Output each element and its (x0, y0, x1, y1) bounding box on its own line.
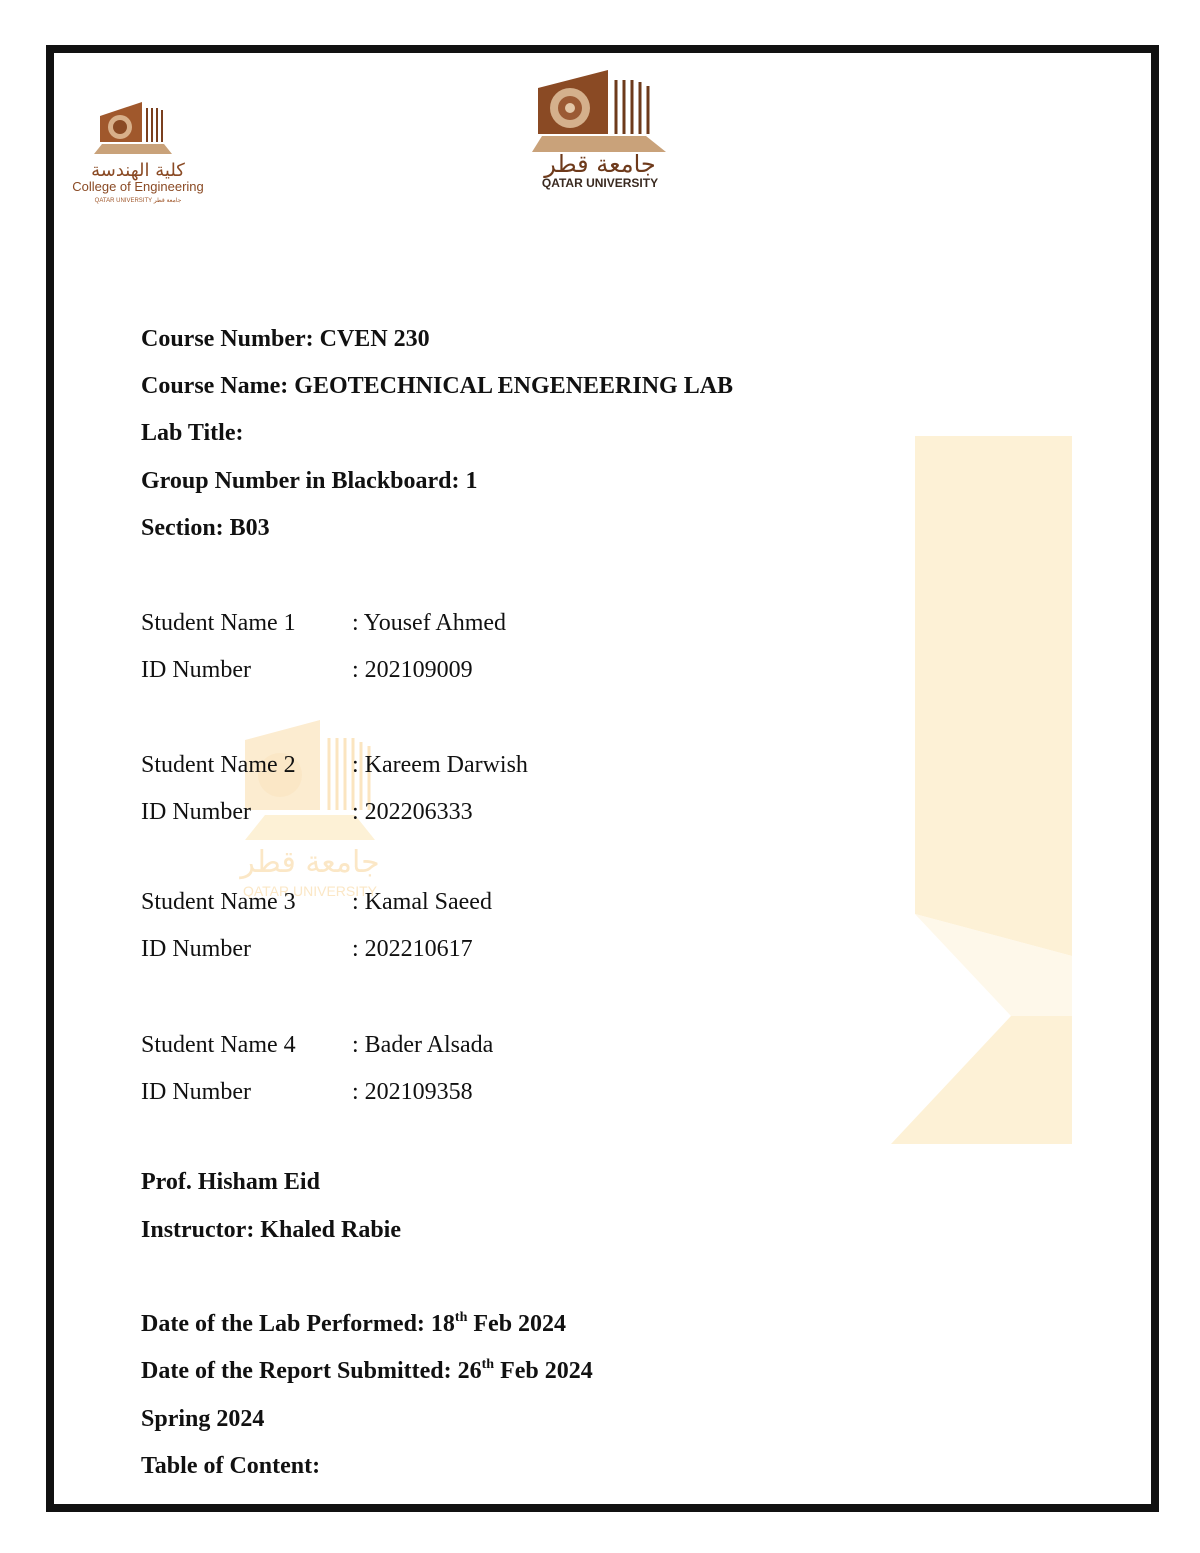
instructor-line: Instructor: Khaled Rabie (141, 1217, 401, 1243)
group-number-label: Group Number in Blackboard: (141, 468, 460, 494)
college-of-engineering-logo (72, 98, 204, 210)
student-name-value: : Kamal Saeed (352, 889, 492, 915)
date-performed-rest: Feb 2024 (473, 1311, 567, 1337)
lab-title-label: Lab Title: (141, 420, 244, 446)
college-arabic: كلية الهندسة (91, 160, 185, 181)
decorative-shape (891, 436, 1072, 1144)
date-performed-line (141, 1309, 566, 1339)
term-line: Spring 2024 (141, 1406, 265, 1432)
student-name-value: : Bader Alsada (352, 1032, 494, 1058)
id-number-label: ID Number (141, 936, 251, 962)
date-submitted-line (141, 1356, 593, 1386)
date-performed-label: Date of the Lab Performed: (141, 1311, 425, 1337)
student-3-id-line (141, 934, 473, 964)
id-number-label: ID Number (141, 657, 251, 683)
college-english: College of Engineering (72, 179, 204, 194)
course-number-value: CVEN 230 (319, 326, 430, 352)
student-name-label: Student Name 3 (141, 889, 296, 915)
course-name-line (141, 371, 733, 401)
date-submitted-suffix: th (481, 1357, 495, 1372)
university-arabic: جامعة قطر (544, 150, 656, 178)
section-label: Section: (141, 515, 224, 541)
table-of-content-heading: Table of Content: (141, 1453, 321, 1479)
lab-title-line (141, 418, 243, 448)
student-name-value: : Yousef Ahmed (352, 610, 507, 636)
id-number-value: : 202109358 (352, 1079, 473, 1105)
date-submitted-day: 26 (457, 1358, 482, 1384)
watermark-english: QATAR UNIVERSITY (242, 883, 378, 899)
course-number-label: Course Number: (141, 326, 314, 352)
professor-line: Prof. Hisham Eid (141, 1169, 320, 1195)
date-performed-suffix: th (454, 1310, 468, 1325)
student-4-name-line (141, 1030, 493, 1060)
id-number-label: ID Number (141, 1079, 251, 1105)
college-sub: QATAR UNIVERSITY جامعة قطر (94, 198, 182, 204)
course-name-label: Course Name: (141, 373, 289, 399)
date-submitted-label: Date of the Report Submitted: (141, 1358, 452, 1384)
student-2-id-line (141, 797, 473, 827)
date-performed-day: 18 (430, 1311, 455, 1337)
course-name-value: GEOTECHNICAL ENGENEERING LAB (294, 373, 734, 399)
watermark-arabic: جامعة قطر (240, 845, 380, 880)
student-name-label: Student Name 1 (141, 610, 296, 636)
student-3-name-line (141, 887, 492, 917)
id-number-value: : 202109009 (352, 657, 473, 683)
student-4-id-line (141, 1077, 473, 1107)
university-english: QATAR UNIVERSITY (541, 176, 659, 190)
id-number-value: : 202210617 (352, 936, 473, 962)
id-number-label: ID Number (141, 799, 251, 825)
qatar-university-logo (528, 70, 672, 192)
date-submitted-rest: Feb 2024 (500, 1358, 593, 1384)
student-name-value: : Kareem Darwish (352, 752, 528, 778)
student-2-name-line (141, 750, 528, 780)
student-1-name-line (141, 608, 506, 638)
student-1-id-line (141, 655, 473, 685)
section-line (141, 513, 270, 543)
id-number-value: : 202206333 (352, 799, 473, 825)
group-number-line (141, 466, 478, 496)
course-number-line (141, 324, 430, 354)
section-value: B03 (229, 515, 270, 541)
student-name-label: Student Name 2 (141, 752, 296, 778)
group-number-value: 1 (465, 468, 478, 494)
student-name-label: Student Name 4 (141, 1032, 296, 1058)
